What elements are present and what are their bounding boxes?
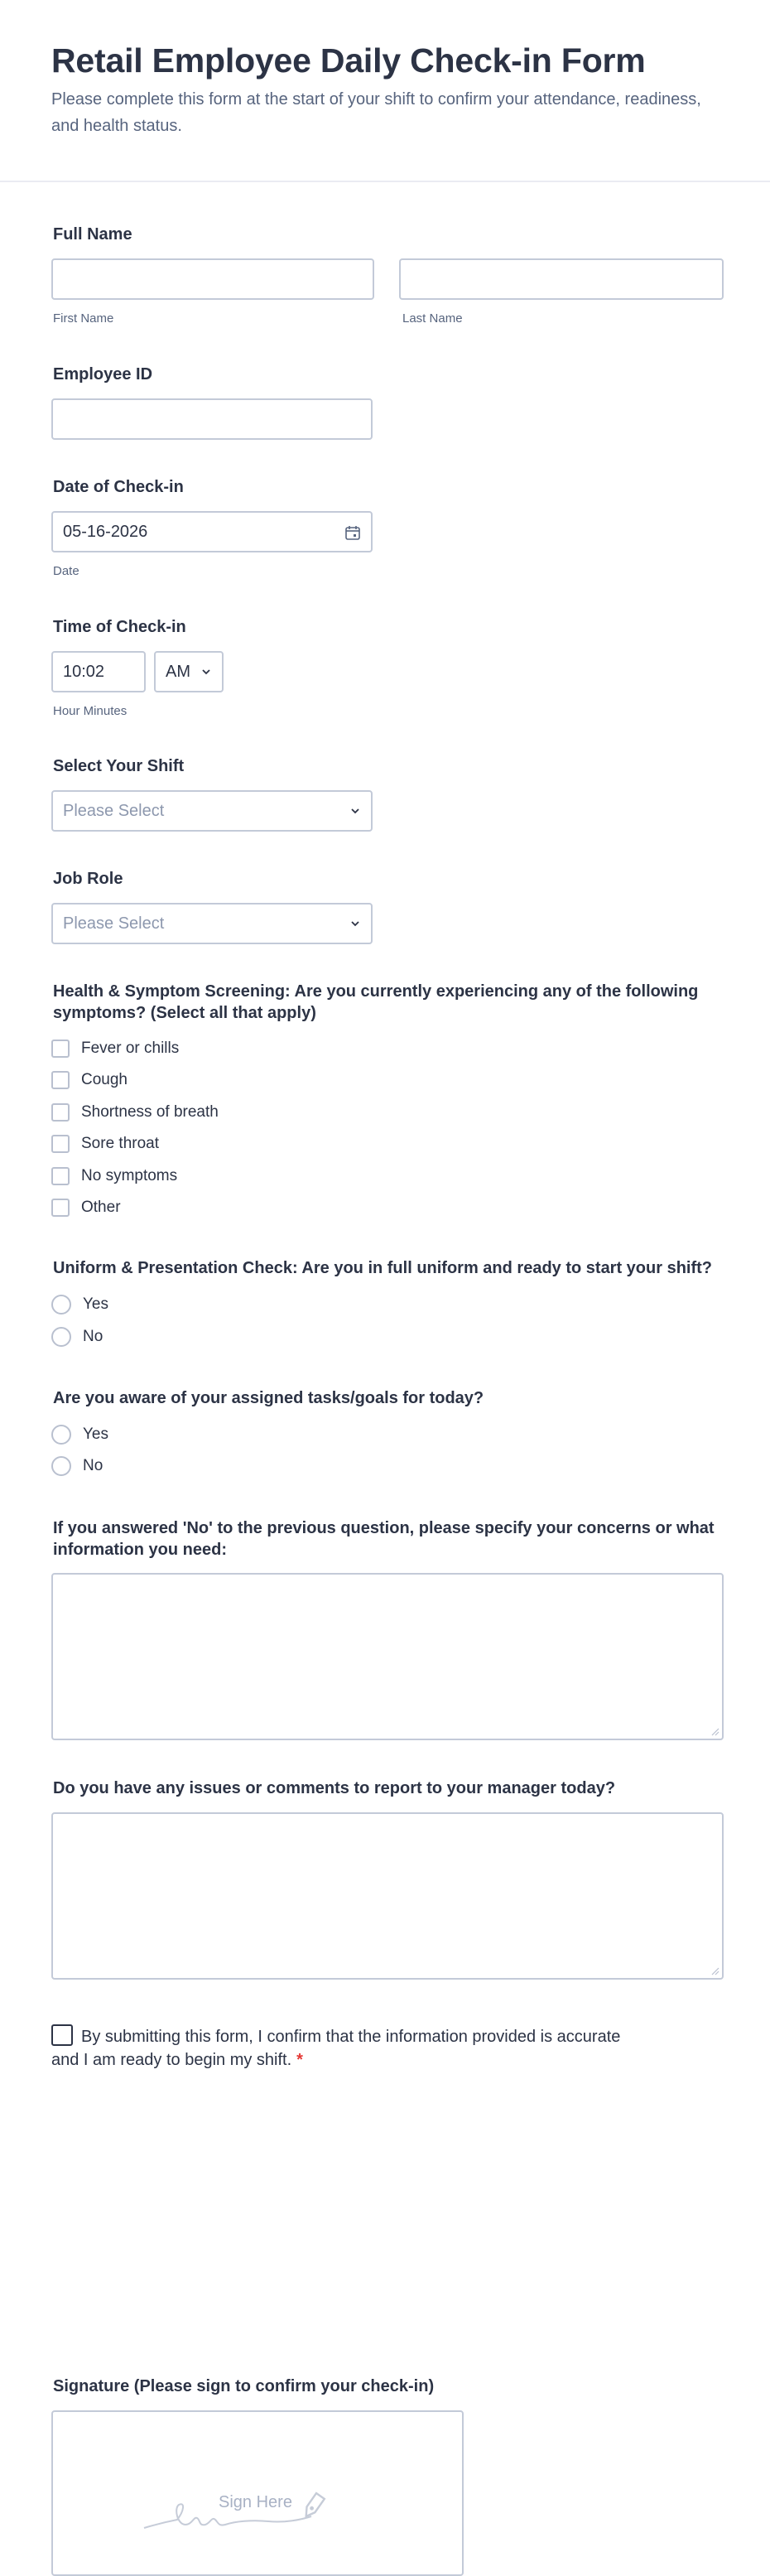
comments-label: Do you have any issues or comments to report to your manager today?	[53, 1779, 616, 1797]
radio[interactable]	[51, 1295, 71, 1315]
date-input[interactable]	[51, 511, 373, 552]
form-header	[0, 0, 770, 182]
shift-label: Select Your Shift	[53, 757, 185, 775]
signature-label: Signature (Please sign to confirm your check-in)	[53, 2377, 435, 2395]
employee-id-input[interactable]	[51, 398, 373, 440]
tasks-option-no[interactable]: No	[51, 1455, 103, 1477]
chevron-down-icon	[349, 918, 361, 929]
tasks-awareness-label: Are you aware of your assigned tasks/goals for today?	[53, 1389, 484, 1407]
page-subtitle: Please complete this form at the start of your shift to confirm your attendance, readiness, and health status.	[51, 90, 701, 135]
radio[interactable]	[51, 1456, 71, 1476]
checkbox[interactable]	[51, 1135, 70, 1153]
consent-checkbox[interactable]	[51, 2024, 73, 2046]
signature-placeholder: Sign Here	[219, 2493, 292, 2511]
job-role-label: Job Role	[53, 870, 123, 888]
required-mark: *	[296, 2051, 303, 2069]
job-role-placeholder: Please Select	[63, 914, 165, 933]
first-name-sublabel: First Name	[53, 311, 114, 326]
page-title: Retail Employee Daily Check-in Form	[51, 41, 646, 80]
tasks-option-yes[interactable]: Yes	[51, 1424, 108, 1445]
uniform-check-label: Uniform & Presentation Check: Are you in full uniform and ready to start your shift?	[53, 1259, 713, 1277]
checkbox[interactable]	[51, 1167, 70, 1185]
time-label: Time of Check-in	[53, 618, 186, 636]
calendar-icon[interactable]	[344, 524, 361, 541]
time-hour-minute-input[interactable]	[51, 651, 146, 692]
job-role-select[interactable]	[51, 903, 373, 944]
symptom-option[interactable]: Other	[51, 1197, 121, 1218]
checkbox[interactable]	[51, 1103, 70, 1122]
employee-id-label: Employee ID	[53, 365, 153, 384]
symptom-option[interactable]: Shortness of breath	[51, 1102, 219, 1123]
uniform-option-yes[interactable]: Yes	[51, 1294, 108, 1315]
date-sublabel: Date	[53, 564, 79, 578]
symptom-option[interactable]: Fever or chills	[51, 1038, 179, 1059]
chevron-down-icon	[200, 666, 212, 678]
symptom-option[interactable]: Cough	[51, 1069, 128, 1091]
consent-text: By submitting this form, I confirm that the information provided is accurate and I am ready to begin my shift.	[51, 2028, 621, 2069]
last-name-input[interactable]	[399, 258, 724, 300]
radio[interactable]	[51, 1425, 71, 1445]
last-name-sublabel: Last Name	[402, 311, 463, 326]
health-screening-label: Health & Symptom Screening: Are you currently experiencing any of the following symptoms? (Select all that apply)	[53, 982, 699, 1022]
concerns-textarea[interactable]	[51, 1573, 724, 1740]
comments-textarea[interactable]	[51, 1812, 724, 1980]
signature-pad[interactable]	[51, 2410, 464, 2576]
time-sublabel: Hour Minutes	[53, 704, 128, 718]
first-name-input[interactable]	[51, 258, 374, 300]
symptom-option[interactable]: No symptoms	[51, 1165, 177, 1187]
date-value: 05-16-2026	[63, 522, 148, 541]
date-label: Date of Check-in	[53, 478, 184, 496]
checkbox[interactable]	[51, 1040, 70, 1058]
full-name-label: Full Name	[53, 225, 132, 244]
symptom-option[interactable]: Sore throat	[51, 1133, 159, 1155]
checkbox[interactable]	[51, 1199, 70, 1217]
uniform-option-no[interactable]: No	[51, 1326, 103, 1348]
radio[interactable]	[51, 1327, 71, 1347]
checkbox[interactable]	[51, 1071, 70, 1089]
consent-statement[interactable]	[51, 2024, 647, 2072]
shift-placeholder: Please Select	[63, 801, 165, 820]
shift-select[interactable]	[51, 790, 373, 832]
ampm-select[interactable]	[154, 651, 224, 692]
resize-handle-icon[interactable]	[710, 1966, 719, 1975]
chevron-down-icon	[349, 805, 361, 817]
concerns-label: If you answered 'No' to the previous question, please specify your concerns or what information you need:	[53, 1519, 715, 1559]
time-value: 10:02	[63, 662, 105, 681]
ampm-value: AM	[166, 662, 190, 681]
resize-handle-icon[interactable]	[710, 1726, 719, 1736]
